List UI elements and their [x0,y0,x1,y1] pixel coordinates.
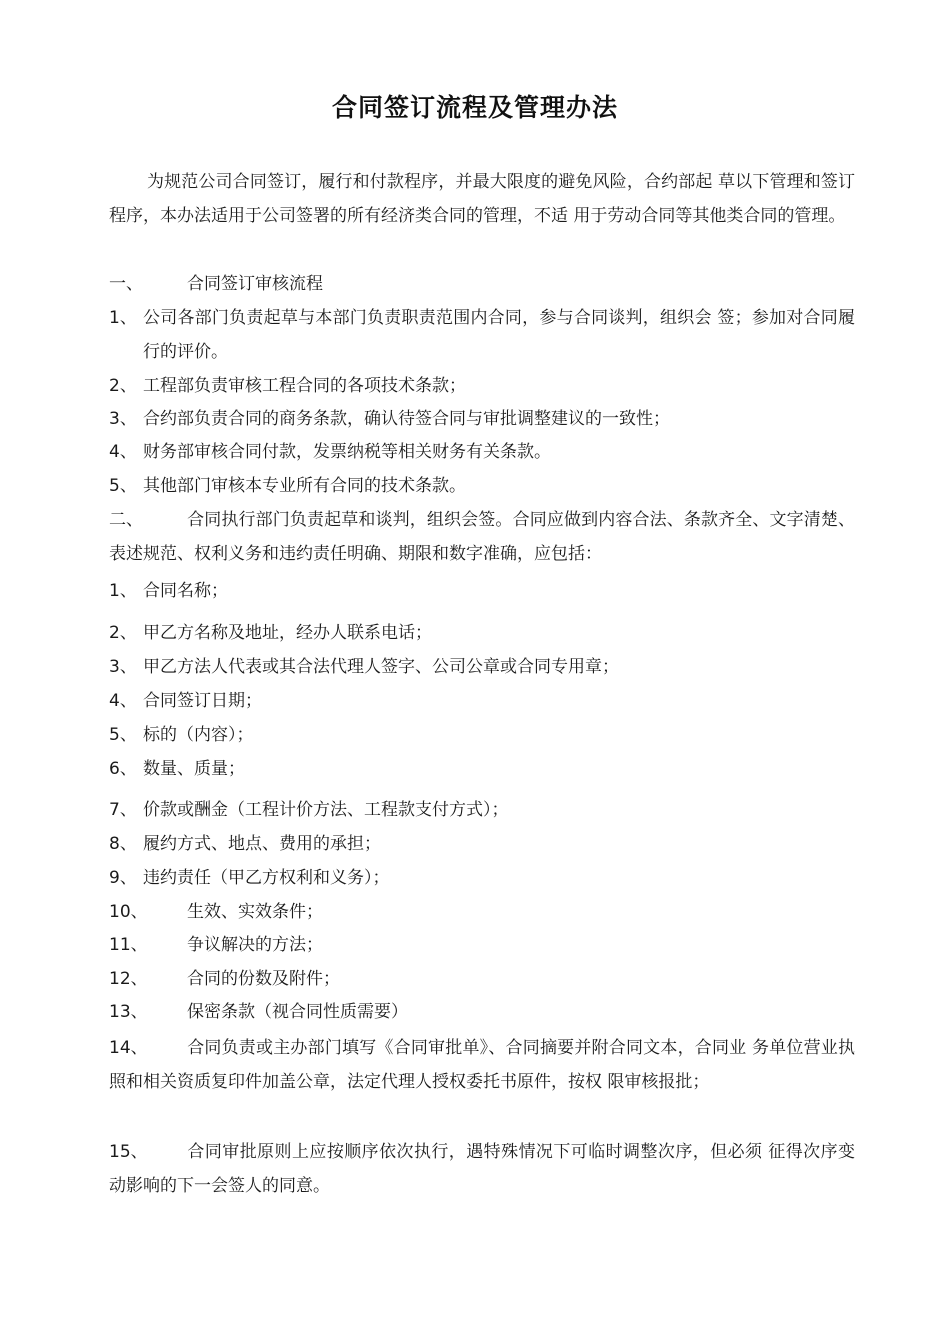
item-number: 14、 [109,1038,148,1058]
item-number: 4、 [109,442,137,462]
item-text: 合同签订日期； [143,691,262,711]
item-number: 7、 [109,800,137,820]
list-item [109,1031,855,1099]
item-number: 15、 [109,1142,148,1162]
item-text: 履约方式、地点、费用的承担； [143,834,381,854]
item-number: 3、 [109,657,137,677]
list-item [109,827,855,861]
section-1-title: 合同签订审核流程 [187,274,323,294]
item-text: 合约部负责合同的商务条款，确认待签合同与审批调整建议的一致性； [143,409,670,429]
list-item [109,718,855,752]
list-item [109,435,855,469]
item-number: 12、 [109,969,148,989]
item-text: 违约责任（甲乙方权利和义务）； [143,868,390,888]
list-item [109,616,855,650]
item-text: 财务部审核合同付款，发票纳税等相关财务有关条款。 [143,442,551,462]
item-number: 8、 [109,834,137,854]
item-text: 争议解决的方法； [187,935,323,955]
item-text: 标的（内容）； [143,725,254,745]
item-number: 5、 [109,476,137,496]
section-2-heading [109,503,855,571]
item-text: 工程部负责审核工程合同的各项技术条款； [143,376,466,396]
item-number: 6、 [109,759,137,779]
section-2-title: 合同执行部门负责起草和谈判，组织会签。合同应做到内容合法、条款齐全、文字清楚、表述规范、权利义务和违约责任明确、期限和数字准确，应包括： [109,510,855,564]
item-text: 合同负责或主办部门填写《合同审批单》、合同摘要并附合同文本，合同业 务单位营业执照和相关资质复印件加盖公章，法定代理人授权委托书原件，按权 限审核报批； [109,1038,855,1092]
list-item [109,402,855,436]
item-number: 3、 [109,409,137,429]
item-number: 5、 [109,725,137,745]
item-text: 价款或酬金（工程计价方法、工程款支付方式）； [143,800,509,820]
item-text: 数量、质量； [143,759,245,779]
list-item [109,895,855,929]
item-number: 1、 [109,581,137,601]
list-item [109,962,855,996]
intro-paragraph: 为规范公司合同签订，履行和付款程序，并最大限度的避免风险，合约部起 草以下管理和签订程序，本办法适用于公司签署的所有经济类合同的管理，不适 用于劳动合同等其他类合同的管理。 [109,172,855,226]
list-item [109,928,855,962]
list-item [109,574,855,608]
item-number: 2、 [109,623,137,643]
list-item [109,469,855,503]
item-number: 13、 [109,1002,148,1022]
section-1-number: 一、 [109,274,143,294]
item-number: 11、 [109,935,148,955]
item-number: 2、 [109,376,137,396]
list-item [109,301,855,369]
item-text: 合同审批原则上应按顺序依次执行，遇特殊情况下可临时调整次序，但必须 征得次序变动影响的下一会签人的同意。 [109,1142,855,1196]
document-title: 合同签订流程及管理办法 [331,93,618,122]
item-text: 甲乙方名称及地址，经办人联系电话； [143,623,432,643]
item-number: 1、 [109,308,137,328]
item-text: 生效、实效条件； [187,902,323,922]
list-item [109,861,855,895]
section-2-number: 二、 [109,510,143,530]
list-item [109,1135,855,1203]
list-item [109,650,855,684]
item-text: 保密条款（视合同性质需要） [187,1002,408,1022]
item-number: 4、 [109,691,137,711]
item-text: 其他部门审核本专业所有合同的技术条款。 [143,476,466,496]
item-text: 甲乙方法人代表或其合法代理人签字、公司公章或合同专用章； [143,657,619,677]
item-number: 9、 [109,868,137,888]
section-1-heading [109,267,855,301]
item-text: 合同的份数及附件； [187,969,340,989]
list-item [109,793,855,827]
item-text: 合同名称； [143,581,228,601]
item-number: 10、 [109,902,148,922]
list-item [109,684,855,718]
list-item [109,995,855,1029]
list-item [109,369,855,403]
item-text: 公司各部门负责起草与本部门负责职责范围内合同，参与合同谈判，组织会 签；参加对合同履行的评价。 [143,308,855,362]
list-item [109,752,855,786]
